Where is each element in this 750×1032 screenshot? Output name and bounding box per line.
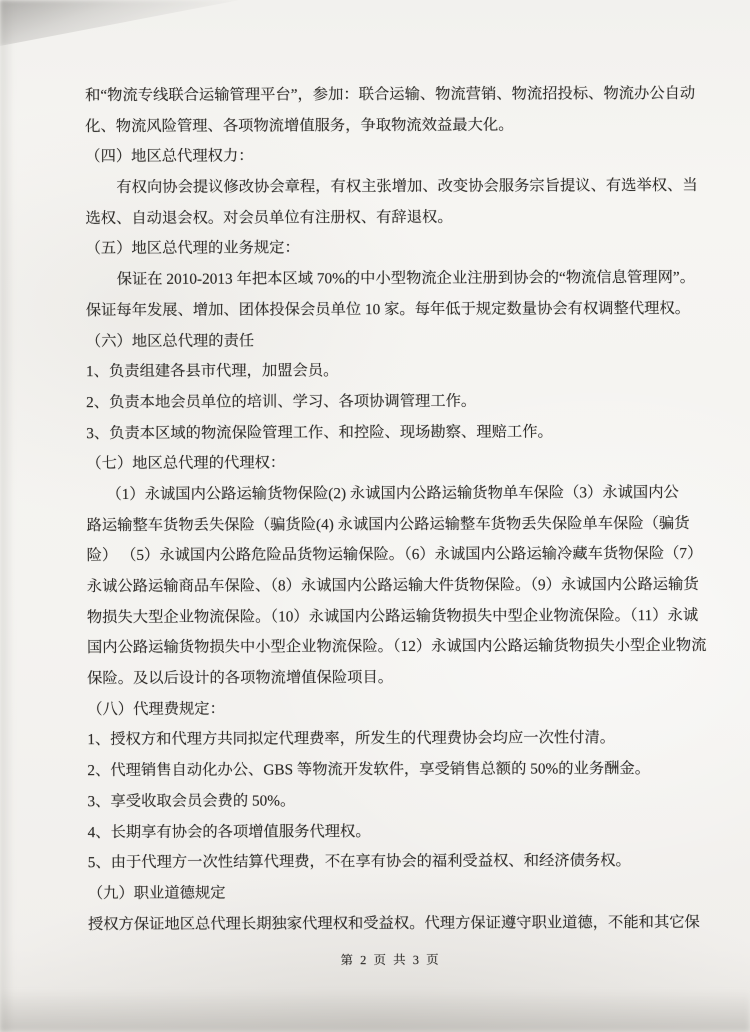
text-line: （1）永诚国内公路运输货物保险(2) 永诚国内公路运输货物单车保险（3）永诚国内公 bbox=[106, 483, 679, 503]
text-line: 物损失大型企业物流保险。（10）永诚国内公路运输货物损失中型企业物流保险。（11）永诚 bbox=[86, 606, 699, 626]
text-line: 有权向协会提议修改协会章程，有权主张增加、改变协会服务宗旨提议、有选举权、当 bbox=[116, 177, 698, 197]
page-number: 第 2 页 共 3 页 bbox=[340, 953, 441, 968]
text-line: 永诚公路运输商品车保险、（8）永诚国内公路运输大件货物保险。（9）永诚国内公路运输货 bbox=[86, 575, 699, 596]
text-line: 保证在 2010-2013 年把本区域 70%的中小型物流企业注册到协会的“物流信息管理网”。 bbox=[116, 269, 696, 289]
text-line: 选权、自动退会权。对会员单位有注册权、有辞退权。 bbox=[85, 208, 453, 227]
text-line: （六）地区总代理的责任 bbox=[85, 332, 255, 350]
text-line: 1、授权方和代理方共同拟定代理费率，所发生的代理费协会均应一次性付清。 bbox=[87, 729, 616, 749]
text-line: 和“物流专线联合运输管理平台”，参加：联合运输、物流营销、物流招投标、物流办公自动 bbox=[85, 84, 696, 105]
document-content bbox=[85, 79, 721, 969]
left-edge-shadow bbox=[0, 0, 14, 1032]
text-line: 路运输整车货物丢失保险（骗货险(4) 永诚国内公路运输整车货物丢失保险单车保险（骗货 bbox=[86, 514, 690, 534]
text-line: 5、由于代理方一次性结算代理费，不在享有协会的福利受益权、和经济债务权。 bbox=[87, 852, 631, 872]
text-line: 2、负责本地会员单位的培训、学习、各项协调管理工作。 bbox=[86, 392, 477, 411]
text-line: 3、享受收取会员会费的 50%。 bbox=[87, 792, 296, 810]
text-line: 3、负责本区域的物流保险管理工作、和控险、现场勘察、理赔工作。 bbox=[86, 423, 553, 442]
document-body bbox=[85, 79, 721, 940]
text-line: 化、物流风险管理、各项物流增值服务，争取物流效益最大化。 bbox=[85, 116, 514, 135]
page-corner-shadow bbox=[0, 0, 240, 46]
text-line: （七）地区总代理的代理权： bbox=[86, 454, 286, 473]
text-line: 保证每年发展、增加、团体投保会员单位 10 家。每年低于规定数量协会有权调整代理权。 bbox=[85, 299, 691, 319]
text-line: （九）职业道德规定 bbox=[87, 884, 226, 902]
text-line: （五）地区总代理的业务规定： bbox=[85, 239, 300, 258]
text-line: 授权方保证地区总代理长期独家代理权和受益权。代理方保证遵守职业道德，不能和其它保 bbox=[87, 913, 700, 933]
text-line: （四）地区总代理权力： bbox=[85, 147, 254, 166]
text-line: 1、负责组建各县市代理，加盟会员。 bbox=[85, 362, 339, 381]
text-line: 险） （5）永诚国内公路危险品货物运输保险。（6）永诚国内公路运输冷藏车货物保险（7） bbox=[86, 545, 703, 565]
text-line: 国内公路运输货物损失中小型企业物流保险。（12）永诚国内公路运输货物损失小型企业物流 bbox=[86, 637, 707, 657]
bottom-edge-shadow bbox=[0, 990, 750, 1032]
text-line: 保险。及以后设计的各项物流增值保险项目。 bbox=[87, 669, 394, 688]
text-line: 4、长期享有协会的各项增值服务代理权。 bbox=[87, 822, 371, 841]
text-line: （八）代理费规定： bbox=[87, 700, 225, 718]
text-line: 2、代理销售自动化办公、GBS 等物流开发软件，享受销售总额的 50%的业务酬金。 bbox=[87, 760, 651, 780]
